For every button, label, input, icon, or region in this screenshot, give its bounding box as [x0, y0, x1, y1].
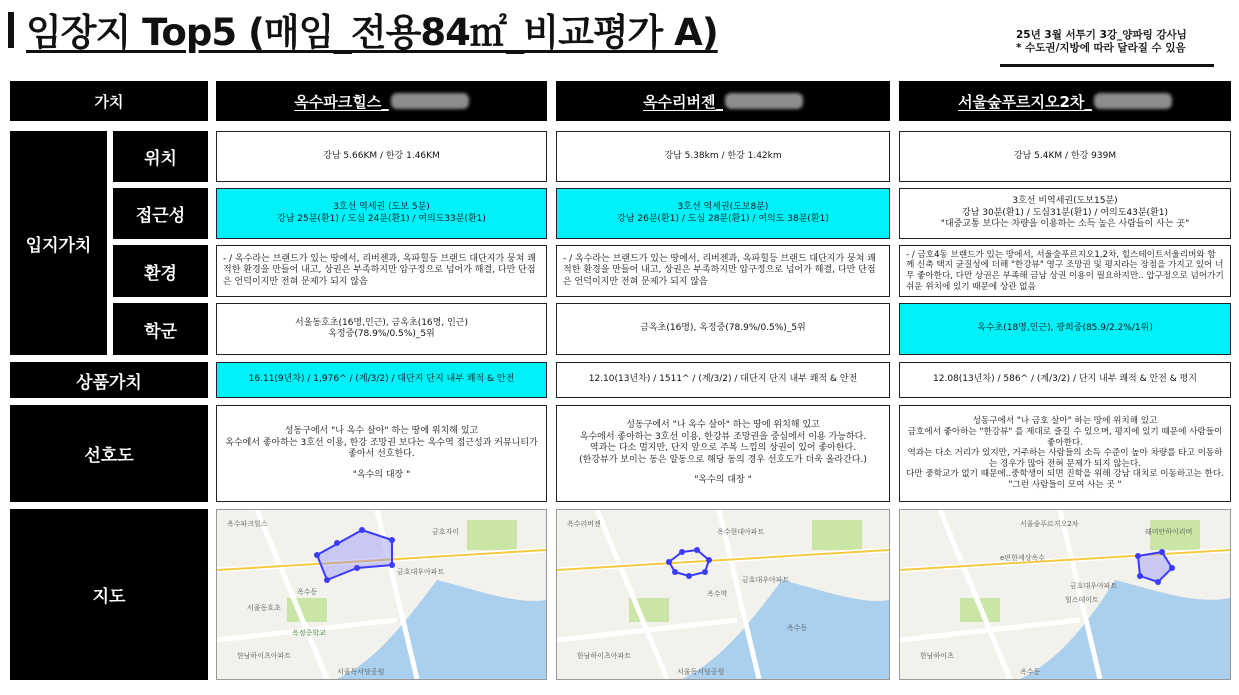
header-corner-label: 가치	[94, 92, 124, 111]
cell-text: 3호선 비역세권(도보15분)	[1012, 196, 1118, 207]
cell-product-3	[899, 362, 1231, 398]
cell-environment-2	[556, 245, 890, 297]
title-bar-mark	[8, 12, 14, 48]
cell-text: 12.10(13년차) / 1511^ / (계/3/2) / 대단지 단지 내부 쾌적 & 안전	[588, 374, 858, 385]
cell-text: 금호에서 좋아하는 "한강뷰" 를 제대로 즐길 수 있으며, 평지에 있기 때문에 사람들이 좋아한다.	[907, 427, 1223, 448]
cell-text: 옥수에서 좋아하는 3호선 이용, 한강뷰 조망권을 중심에서 이용 가능하다.	[579, 431, 867, 442]
map-3-canvas	[900, 510, 1230, 679]
cell-text: 서울동호초(16명,인근), 금옥초(16명, 인근)	[295, 317, 468, 328]
cell-text: 성동구에서 "나 옥수 살아" 하는 땅에 위치해 있고	[626, 420, 820, 431]
title-text: 임장지 Top5 (매임_전용84㎡_비교평가 A)	[26, 11, 718, 54]
cell-position-3	[899, 131, 1231, 182]
section-map-label: 지도	[92, 587, 126, 607]
map-label: 옥수현대아파트	[717, 528, 765, 536]
map-label: 서울독서당공원	[337, 668, 385, 676]
credit-line-2: * 수도권/지방에 따라 달라질 수 있음	[1016, 42, 1186, 54]
cell-access-2	[556, 188, 890, 239]
header-col-1-label: 옥수파크힐스_	[294, 92, 389, 111]
cell-position-2	[556, 131, 890, 182]
map-label: 옥수역	[707, 590, 728, 598]
map-label: 한남하이츠아파트	[577, 652, 632, 660]
map-label: 옥수동	[787, 624, 808, 632]
subrow-school-label: 학군	[144, 321, 177, 342]
cell-text: 강남 26분(환1) / 도심 28분(환1) / 여의도 38분(환1)	[617, 213, 829, 224]
cell-access-3	[899, 188, 1231, 239]
header-col-2	[556, 81, 890, 121]
section-preference-label: 선호도	[84, 446, 134, 466]
page-title	[8, 2, 718, 56]
cell-access-1	[216, 188, 547, 239]
cell-text: 옥수초(18명,인근), 광희중(85.9/2.2%/1위)	[977, 323, 1153, 334]
cell-text: 강남 5.66KM / 한강 1.46KM	[323, 150, 440, 161]
cell-text: 강남 25분(환1) / 도심 24분(환1) / 여의도33분(환1)	[277, 213, 486, 224]
section-product-value	[10, 362, 208, 398]
cell-text: 3호선 역세권 (도보 5분)	[333, 202, 430, 212]
park-shape	[812, 520, 862, 550]
map-label: 힐스테이트	[1065, 596, 1099, 604]
cell-quote: "옥수의 대장 "	[694, 475, 752, 486]
cell-text: "대중교통 보다는 차량을 이용하는 소득 높은 사람들이 사는 곳"	[940, 219, 1190, 230]
cell-text: 역과는 다소 멀지만, 단지 앞으로 주복 느낌의 상권이 있어 좋아한다.	[589, 443, 857, 454]
header-col-3	[899, 81, 1231, 121]
redaction-mark	[1094, 93, 1172, 109]
cell-text: 강남 30분(환1) / 도심31분(환1) / 여의도43분(환1)	[962, 207, 1168, 218]
map-label: 서울동호초	[247, 604, 281, 612]
subrow-environment-label: 환경	[144, 263, 177, 284]
redaction-mark	[725, 93, 803, 109]
map-label: 한남하이츠	[920, 652, 954, 660]
subrow-school	[113, 303, 208, 355]
subrow-access	[113, 188, 208, 239]
map-1-canvas	[217, 510, 546, 679]
cell-text: - / 금호4동 브랜드가 있는 땅에서, 서울숲푸르지오1,2차, 힐스테이트서울리버와 함께 신축 택지 균질성에 더해 "한강뷰" 영구 조망권 및 평지라는 장점을 가지고 있어 너무 좋아한다, 다만 상권은 부족해 금남 상권 이용이 필요하지만.. 압구정으로 넘어가기 쉬운 위치에 있기 때문에 상관 없음	[906, 249, 1224, 292]
subrow-position	[113, 131, 208, 182]
cell-text: 성동구에서 "나 옥수 살아" 하는 땅에 위치해 있고	[284, 426, 479, 436]
cell-text: 12.08(13년차) / 586^ / (계/3/2) / 단지 내부 쾌적 & 안전 & 평지	[933, 374, 1197, 385]
header-col-3-label: 서울숲푸르지오2차_	[958, 92, 1092, 111]
map-label: 금호대우아파트	[742, 576, 790, 584]
map-label: 금호대우아파트	[1070, 582, 1118, 590]
subrow-position-label: 위치	[144, 149, 177, 169]
credit-divider	[1000, 64, 1214, 67]
header-col-1	[216, 81, 547, 121]
section-product-value-label: 상품가치	[76, 372, 142, 393]
map-3[interactable]	[899, 509, 1231, 680]
cell-school-2	[556, 303, 890, 355]
cell-text: 금옥초(16명), 옥정중(78.9%/0.5%)_5위	[640, 323, 806, 334]
map-label: 서울숲푸르지오2차	[1020, 520, 1079, 528]
map-label: 금호자이	[432, 528, 460, 536]
cell-quote: "옥수의 대장 "	[352, 469, 411, 480]
cell-text: 성동구에서 "나 금호 살아" 하는 땅에 위치해 있고	[972, 416, 1158, 427]
redaction-mark	[391, 93, 469, 109]
section-map	[10, 509, 208, 680]
credit-line-1: 25년 3월 서투기 3강_양파링 강사님	[1016, 29, 1187, 41]
cell-text: 옥정중(78.9%/0.5%)_5위	[328, 329, 435, 339]
cell-position-1	[216, 131, 547, 182]
cell-school-1	[216, 303, 547, 355]
cell-text: 강남 5.4KM / 한강 939M	[1013, 150, 1117, 161]
cell-text: 강남 5.38km / 한강 1.42km	[664, 150, 782, 161]
cell-product-2	[556, 362, 890, 398]
map-label: 옥수리버젠	[567, 520, 601, 528]
park-shape	[467, 520, 517, 550]
map-1[interactable]	[216, 509, 547, 680]
subrow-access-label: 접근성	[135, 206, 186, 226]
cell-preference-1	[216, 405, 547, 502]
cell-school-3	[899, 303, 1231, 355]
cell-text: - / 옥수라는 브랜드가 있는 땅에서, 리버젠과, 옥파힐등 브랜드 대단지가 뭉쳐 쾌적한 환경을 만들어 내고, 상권은 부족하지만 압구정으로 넘어가 해결, 다만 단점은 언덕이지만 전혀 문제가 되지 않음	[563, 253, 876, 287]
map-2[interactable]	[556, 509, 890, 680]
cell-environment-1	[216, 245, 547, 297]
cell-environment-3	[899, 245, 1231, 297]
subrow-environment	[113, 245, 208, 297]
cell-text: 옥수에서 좋아하는 3호선 이용, 한강 조망권 보다는 옥수역 접근성과 커뮤니티가 좋아서 선호한다.	[225, 437, 538, 459]
section-preference	[10, 405, 208, 502]
section-location-value	[10, 131, 107, 355]
map-label: 금호대우아파트	[397, 568, 445, 576]
map-label: 옥수파크힐스	[227, 520, 268, 528]
cell-preference-3	[899, 405, 1231, 502]
header-col-2-label: 옥수리버젠_	[643, 92, 723, 111]
map-label: e편한세상옥수	[1000, 554, 1045, 562]
cell-text: 역과는 다소 거리가 있지만, 거주하는 사람들의 소득 수준이 높아 차량를 타고 이동하는 경우가 많아 전혀 문제가 되지 않는다.	[907, 448, 1223, 469]
map-label: 옥수동	[1020, 668, 1041, 676]
map-label: 옥정중학교	[292, 629, 326, 637]
cell-text: - / 옥수라는 브랜드가 있는 땅에서, 리버젠과, 옥파힐등 브랜드 대단지가 뭉쳐 쾌적한 환경을 만들어 내고, 상권은 부족하지만 압구정으로 넘어가 해결, 다만 단점은 언덕이지만 전혀 문제가 되지 않음	[223, 253, 536, 287]
credit	[1016, 29, 1187, 55]
cell-text: 16.11(9년차) / 1,976^ / (계/3/2) / 대단지 단지 내부 쾌적 & 안전	[248, 374, 515, 385]
cell-text: (한강뷰가 보이는 동은 알동으로 해당 동의 경우 선호도가 더욱 올라간다.)	[579, 454, 867, 465]
map-label: 한남하이츠아파트	[237, 652, 292, 660]
map-label: 옥수동	[297, 588, 318, 596]
cell-product-1	[216, 362, 547, 398]
map-label: 서울독서당공원	[677, 668, 725, 676]
cell-preference-2	[556, 405, 890, 502]
cell-text: 3호선 역세권(도보8분)	[677, 202, 769, 212]
map-2-canvas	[557, 510, 889, 679]
map-label: 래미안하이리버	[1145, 528, 1193, 536]
header-corner	[10, 81, 208, 121]
cell-text: 다만 중학교가 없기 때문에..중학생이 되면 진학을 위해 강남 대치로 이동하고는 한다. "그런 사람들이 모여 사는 곳 "	[906, 469, 1224, 490]
section-location-value-label: 입지가치	[25, 235, 92, 256]
